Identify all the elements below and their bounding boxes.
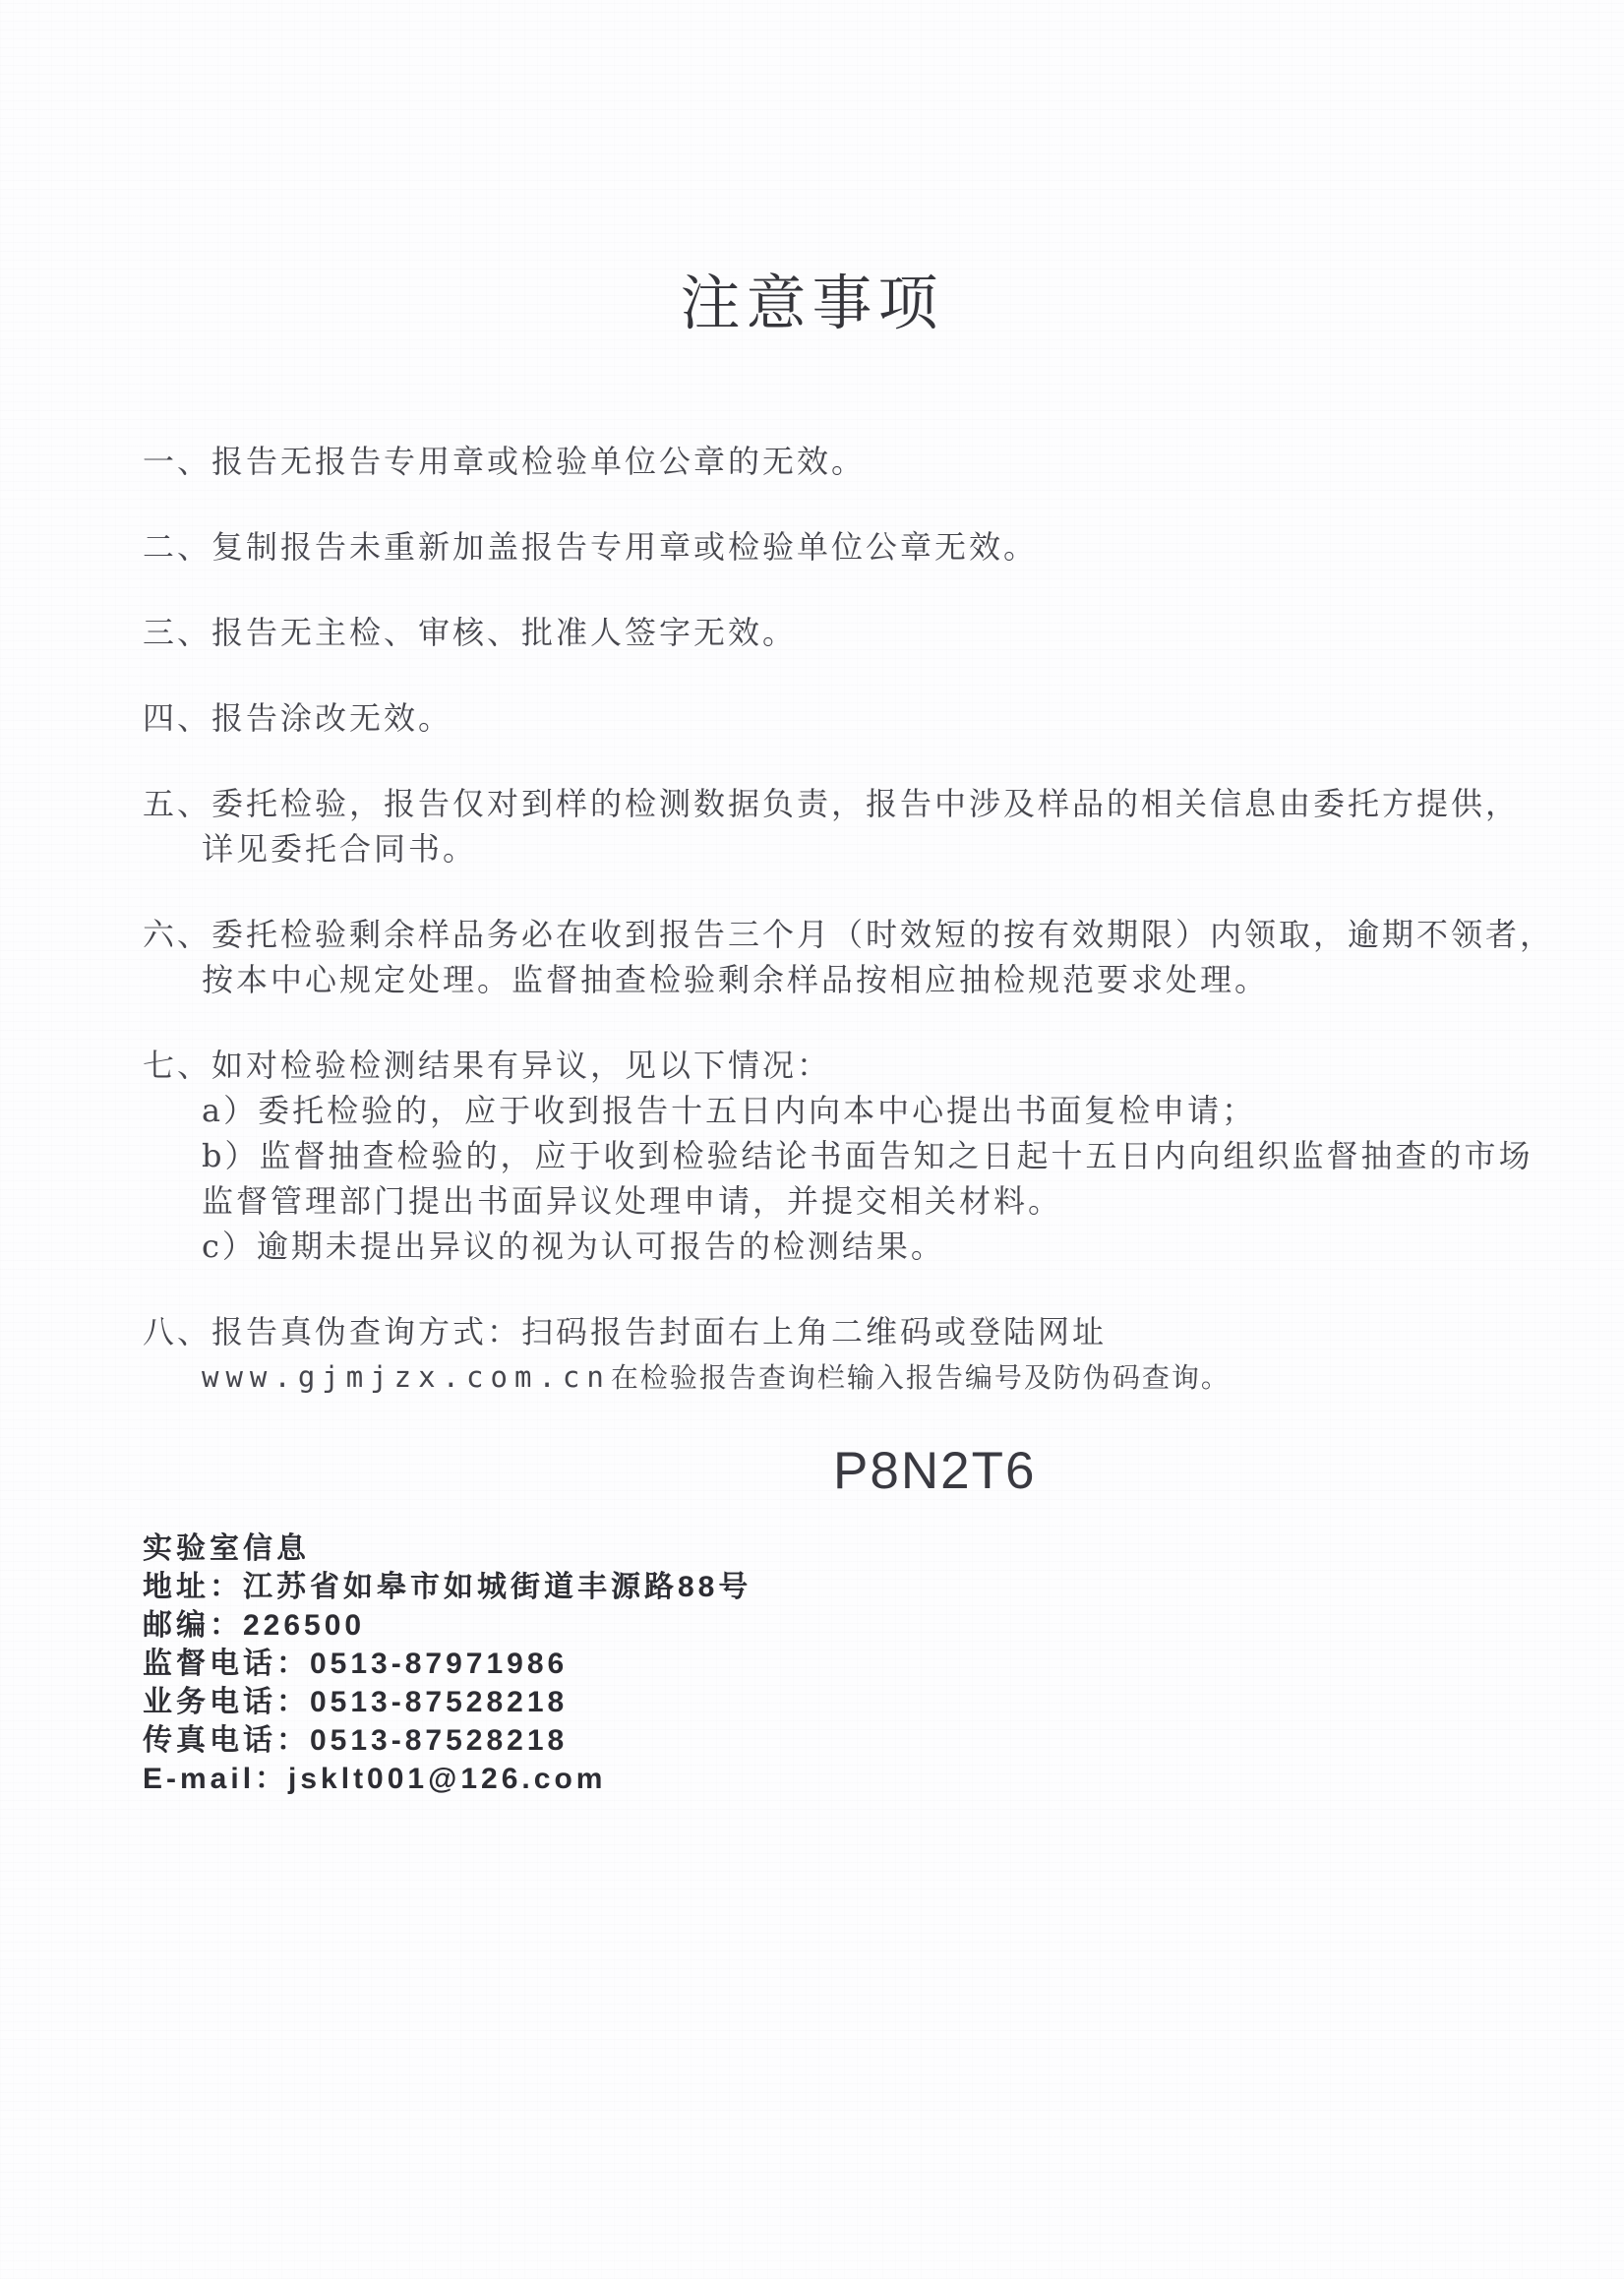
notice-subitem-a: a）委托检验的，应于收到报告十五日内向本中心提出书面复检申请； — [202, 1092, 1257, 1129]
notice-line — [143, 1309, 1565, 1354]
notice-subitem-b-cont: 监督管理部门提出书面异议处理申请，并提交相关材料。 — [202, 1182, 1063, 1220]
item-number: 六、 — [143, 916, 212, 953]
notice-line — [143, 912, 1565, 957]
notice-text: 委托检验，报告仅对到样的检测数据负责，报告中涉及样品的相关信息由委托方提供， — [211, 785, 1521, 822]
notice-item-7 — [143, 1043, 1565, 1269]
notice-line — [143, 781, 1565, 826]
notice-item-6 — [143, 912, 1565, 1002]
item-number: 二、 — [143, 528, 212, 566]
notice-text: 如对检验检测结果有异议，见以下情况： — [211, 1047, 832, 1084]
lab-info-fax-phone: 传真电话：0513-87528218 — [143, 1724, 569, 1757]
notice-line — [143, 1043, 1565, 1088]
item-number: 八、 — [143, 1313, 212, 1350]
item-number: 五、 — [143, 785, 212, 822]
lab-info-business-phone: 业务电话：0513-87528218 — [143, 1686, 569, 1718]
notice-item-5 — [143, 781, 1565, 871]
item-number: 一、 — [143, 443, 212, 480]
item-number: 七、 — [143, 1047, 212, 1084]
notice-text: 报告无主检、审核、批准人签字无效。 — [211, 614, 798, 651]
report-query-url: www.gjmjzx.com.cn — [202, 1360, 611, 1394]
notice-subitem-c: c）逾期未提出异议的视为认可报告的检测结果。 — [202, 1228, 945, 1265]
notice-text: 复制报告未重新加盖报告专用章或检验单位公章无效。 — [211, 528, 1039, 566]
notice-line — [143, 439, 1565, 484]
lab-info-email: E-mail：jsklt001@126.com — [143, 1763, 607, 1795]
notice-subitem-b: b）监督抽查检验的，应于收到检验结论书面告知之日起十五日内向组织监督抽查的市场 — [202, 1137, 1534, 1174]
notice-line — [143, 610, 1565, 655]
lab-info-heading: 实验室信息 — [143, 1532, 310, 1565]
notices-list — [143, 439, 1565, 1401]
notice-item-1 — [143, 439, 1565, 484]
item-number: 三、 — [143, 614, 212, 651]
notice-item-4 — [143, 695, 1565, 741]
lab-info-block — [143, 1529, 1624, 1798]
notice-text: 报告无报告专用章或检验单位公章的无效。 — [211, 443, 867, 480]
notice-line — [202, 1354, 1565, 1401]
notice-text: 报告真伪查询方式：扫码报告封面右上角二维码或登陆网址 — [211, 1313, 1108, 1350]
lab-info-supervision-phone: 监督电话：0513-87971986 — [143, 1648, 569, 1680]
lab-info-address: 地址：江苏省如皋市如城街道丰源路88号 — [143, 1571, 752, 1603]
notice-item-2 — [143, 524, 1565, 570]
lab-info-postal-code: 邮编：226500 — [143, 1609, 366, 1642]
notice-item-3 — [143, 610, 1565, 655]
notice-text: 报告涂改无效。 — [211, 699, 453, 737]
item-number: 四、 — [143, 699, 212, 737]
notice-line: 详见委托合同书。 — [202, 830, 478, 868]
notice-line: 按本中心规定处理。监督抽查检验剩余样品按相应抽检规范要求处理。 — [202, 961, 1270, 998]
notice-text: 委托检验剩余样品务必在收到报告三个月（时效短的按有效期限）内领取，逾期不领者， — [211, 916, 1555, 953]
notice-line — [143, 695, 1565, 741]
notice-item-8 — [143, 1309, 1565, 1401]
notice-line — [143, 524, 1565, 570]
page-title: 注意事项 — [680, 270, 944, 336]
verification-code: P8N2T6 — [833, 1442, 1037, 1500]
notice-text: 在检验报告查询栏输入报告编号及防伪码查询。 — [610, 1361, 1231, 1394]
